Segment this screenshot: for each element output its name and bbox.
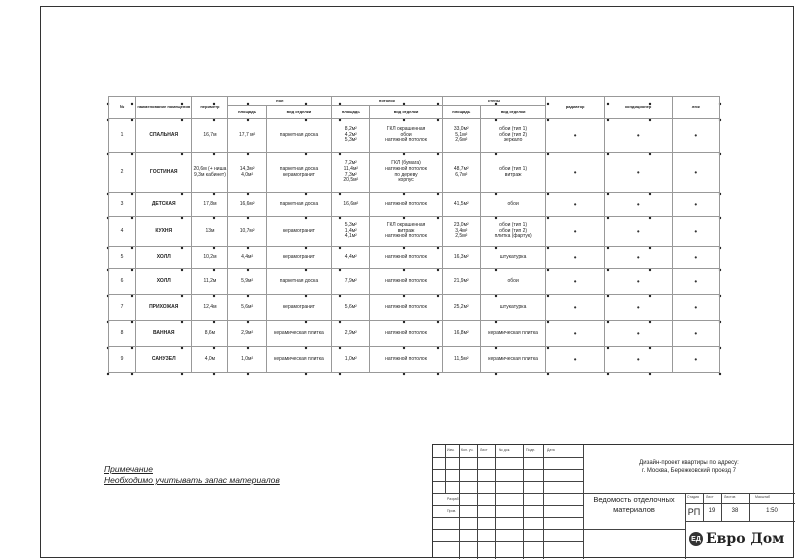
cell-walls-finish: обои (тип 1) обои (тип 2) зеркало [480, 119, 545, 153]
marker-dot: • [546, 119, 605, 153]
cell-floor-area: 1,0м² [228, 347, 266, 373]
grid-dot [107, 373, 109, 375]
grid-dot [607, 373, 609, 375]
stage-label: Стадия [687, 495, 699, 499]
grid-dot [649, 373, 651, 375]
marker-dot: • [672, 193, 719, 217]
cell-num: 4 [109, 217, 136, 247]
grid-dot [131, 373, 133, 375]
cell-walls-area: 16,8м² [442, 321, 480, 347]
table-row [109, 153, 720, 193]
marker-dot: • [604, 193, 672, 217]
group-floor: пол [228, 97, 332, 106]
grid-dot [213, 373, 215, 375]
cell-walls-area: 33,0м² 5,1м² 2,6м² [442, 119, 480, 153]
marker-dot: • [672, 217, 719, 247]
table-row [109, 247, 720, 269]
cell-walls-finish: штукатурка [480, 295, 545, 321]
marker-dot: • [546, 269, 605, 295]
marker-dot: • [546, 193, 605, 217]
lists-label: Листов [724, 495, 736, 499]
table-row [109, 295, 720, 321]
table-body [109, 119, 720, 373]
cell-num: 9 [109, 347, 136, 373]
cell-walls-area: 16,3м² [442, 247, 480, 269]
col-hatch: люк [672, 97, 719, 119]
cell-num: 2 [109, 153, 136, 193]
cell-ceiling-area: 7,2м² 11,4м² 7,3м² 20,5м² [332, 153, 370, 193]
list-label: Лист [706, 495, 714, 499]
table-row [109, 269, 720, 295]
cell-num: 7 [109, 295, 136, 321]
cell-floor-finish: паркетная доска [266, 269, 331, 295]
cell-floor-finish: паркетная доска [266, 193, 331, 217]
cell-floor-finish: паркетная доска керамогранит [266, 153, 331, 193]
group-ceiling: потолок [332, 97, 442, 106]
col-walls-area: площадь [442, 106, 480, 119]
cell-num: 6 [109, 269, 136, 295]
marker-dot: • [604, 321, 672, 347]
table-row [109, 217, 720, 247]
room-name: ВАННАЯ [136, 321, 192, 347]
project-title: Дизайн-проект квартиры по адресу: г. Москва, Бережковский проезд 7 [639, 460, 739, 474]
stamp-col-date: Дата [547, 448, 555, 452]
marker-dot: • [672, 269, 719, 295]
cell-floor-finish: керамогранит [266, 247, 331, 269]
cell-walls-area: 11,5м² [442, 347, 480, 373]
cell-floor-area: 10,7м² [228, 217, 266, 247]
cell-perimeter: 11,2м [192, 269, 228, 295]
logo-mark-icon: ЕД [689, 532, 703, 546]
col-walls-finish: вид отделки [480, 106, 545, 119]
col-num: № [109, 97, 136, 119]
marker-dot: • [604, 269, 672, 295]
group-walls: стены [442, 97, 546, 106]
cell-ceiling-finish: ГКЛ окрашенная обои натяжной потолок [370, 119, 442, 153]
marker-dot: • [604, 295, 672, 321]
cell-floor-area: 14,3м² 4,0м² [228, 153, 266, 193]
col-perimeter: периметр [192, 97, 228, 119]
cell-perimeter: 10,2м [192, 247, 228, 269]
cell-floor-area: 17,7 м² [228, 119, 266, 153]
cell-ceiling-finish: натяжной потолок [370, 295, 442, 321]
cell-walls-area: 48,7м² 6,7м² [442, 153, 480, 193]
grid-dot [247, 373, 249, 375]
cell-perimeter: 17,8м [192, 193, 228, 217]
cell-ceiling-finish: натяжной потолок [370, 269, 442, 295]
cell-walls-finish: штукатурка [480, 247, 545, 269]
room-name: ХОЛЛ [136, 269, 192, 295]
cell-floor-finish: паркетная доска [266, 119, 331, 153]
marker-dot: • [672, 321, 719, 347]
cell-perimeter: 12,4м [192, 295, 228, 321]
marker-dot: • [672, 247, 719, 269]
stamp-col-izm: Изм. [447, 448, 455, 452]
cell-ceiling-finish: ГКЛ (бумага) натяжной потолок по дереву корпус [370, 153, 442, 193]
stamp-role-dev: Разраб. [447, 497, 460, 501]
cell-walls-area: 23,0м² 3,4м² 2,5м² [442, 217, 480, 247]
cell-ceiling-area: 1,0м² [332, 347, 370, 373]
marker-dot: • [604, 217, 672, 247]
cell-ceiling-area: 2,9м² [332, 321, 370, 347]
cell-ceiling-finish: натяжной потолок [370, 347, 442, 373]
cell-floor-finish: керамогранит [266, 295, 331, 321]
grid-dot [339, 373, 341, 375]
cell-perimeter: 8,6м [192, 321, 228, 347]
room-name: ХОЛЛ [136, 247, 192, 269]
cell-perimeter: 20,6м (+ ниша 9,3м кабинет) [192, 153, 228, 193]
cell-walls-finish: керамическая плитка [480, 321, 545, 347]
cell-walls-finish: обои [480, 193, 545, 217]
col-ceiling-area: площадь [332, 106, 370, 119]
table-group-header [109, 97, 720, 106]
marker-dot: • [672, 153, 719, 193]
cell-num: 5 [109, 247, 136, 269]
col-name: наименование помещения [136, 97, 192, 119]
cell-ceiling-area: 8,2м² 4,2м² 5,3м² [332, 119, 370, 153]
stamp-col-kol: Кол. уч. [461, 448, 474, 452]
col-ceiling-finish: вид отделки [370, 106, 442, 119]
marker-dot: • [546, 295, 605, 321]
cell-num: 8 [109, 321, 136, 347]
note [104, 464, 280, 486]
cell-walls-area: 25,2м² [442, 295, 480, 321]
grid-dot [547, 373, 549, 375]
table-row [109, 321, 720, 347]
stamp-col-doc: № док. [499, 448, 511, 452]
cell-floor-finish: керамогранит [266, 217, 331, 247]
cell-floor-finish: керамическая плитка [266, 347, 331, 373]
grid-dot [403, 373, 405, 375]
grid-dot [305, 373, 307, 375]
cell-ceiling-area: 5,6м² [332, 295, 370, 321]
room-name: КУХНЯ [136, 217, 192, 247]
room-name: СПАЛЬНАЯ [136, 119, 192, 153]
cell-perimeter: 13м [192, 217, 228, 247]
grid-dot [181, 373, 183, 375]
marker-dot: • [604, 153, 672, 193]
cell-walls-area: 41,5м² [442, 193, 480, 217]
room-name: САНУЗЕЛ [136, 347, 192, 373]
col-floor-area: площадь [228, 106, 266, 119]
sheet-value: 19 [708, 508, 716, 514]
col-radiator: радиатор [546, 97, 605, 119]
cell-floor-area: 5,6м² [228, 295, 266, 321]
stamp-col-sign: Подп. [526, 448, 536, 452]
cell-ceiling-finish: ГКЛ окрашенная витраж натяжной потолок [370, 217, 442, 247]
room-name: ДЕТСКАЯ [136, 193, 192, 217]
grid-dot [719, 373, 721, 375]
marker-dot: • [604, 247, 672, 269]
cell-ceiling-area: 16,6м² [332, 193, 370, 217]
cell-ceiling-finish: натяжной потолок [370, 247, 442, 269]
cell-num: 3 [109, 193, 136, 217]
marker-dot: • [604, 119, 672, 153]
company-logo: ЕД Евро Дом [689, 531, 784, 547]
cell-walls-finish: обои [480, 269, 545, 295]
sheets-value: 38 [731, 508, 739, 514]
scale-label: Масштаб [755, 495, 770, 499]
stage-value: РП [687, 507, 701, 517]
table-row [109, 193, 720, 217]
title-block [432, 444, 794, 558]
cell-walls-finish: обои (тип 1) обои (тип 2) плитка (фартук) [480, 217, 545, 247]
marker-dot: • [546, 347, 605, 373]
cell-ceiling-area: 5,3м² 1,4м² 4,1м² [332, 217, 370, 247]
note-text: Необходимо учитывать запас материалов [104, 475, 280, 485]
room-name: ПРИХОЖАЯ [136, 295, 192, 321]
cell-floor-area: 4,4м² [228, 247, 266, 269]
cell-ceiling-finish: натяжной потолок [370, 321, 442, 347]
cell-walls-area: 21,9м² [442, 269, 480, 295]
marker-dot: • [546, 153, 605, 193]
room-name: ГОСТИНАЯ [136, 153, 192, 193]
cell-num: 1 [109, 119, 136, 153]
grid-dot [495, 373, 497, 375]
marker-dot: • [546, 247, 605, 269]
marker-dot: • [672, 347, 719, 373]
scale-value: 1:50 [766, 508, 778, 514]
stamp-role-check: Пров. [447, 509, 457, 513]
table-row [109, 347, 720, 373]
cell-ceiling-area: 4,4м² [332, 247, 370, 269]
grid-dot [437, 373, 439, 375]
cell-perimeter: 16,7м [192, 119, 228, 153]
col-conditioner: кондиционер [604, 97, 672, 119]
sheet-name: Ведомость отделочных материалов [593, 495, 675, 514]
marker-dot: • [672, 119, 719, 153]
marker-dot: • [546, 321, 605, 347]
marker-dot: • [546, 217, 605, 247]
cell-perimeter: 4,0м [192, 347, 228, 373]
cell-walls-finish: керамическая плитка [480, 347, 545, 373]
col-floor-finish: вид отделки [266, 106, 331, 119]
table-row [109, 119, 720, 153]
cell-ceiling-area: 7,9м² [332, 269, 370, 295]
marker-dot: • [672, 295, 719, 321]
cell-floor-area: 2,9м² [228, 321, 266, 347]
cell-floor-area: 16,6м² [228, 193, 266, 217]
cell-walls-finish: обои (тип 1) витраж [480, 153, 545, 193]
note-title: Примечание [104, 464, 153, 474]
finishes-table [108, 96, 720, 373]
stamp-col-list: Лист [480, 448, 488, 452]
cell-floor-area: 5,9м² [228, 269, 266, 295]
cell-floor-finish: керамическая плитка [266, 321, 331, 347]
marker-dot: • [604, 347, 672, 373]
cell-ceiling-finish: натяжной потолок [370, 193, 442, 217]
